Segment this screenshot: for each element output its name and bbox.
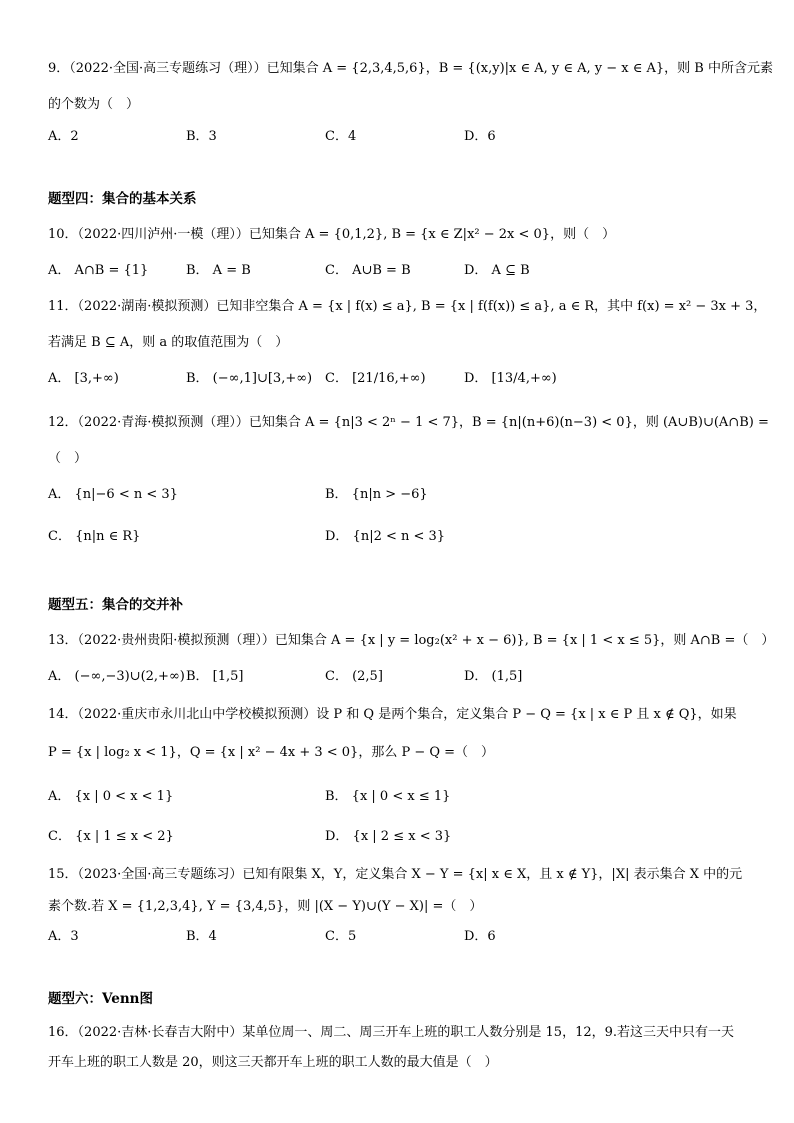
question-14-line-1: 14．（2022·重庆市永川北山中学校模拟预测）设 P 和 Q 是两个集合，定义集合 P − Q = {x | x ∈ P 且 x ∉ Q}，如果 [48,707,737,722]
question-14-option-c: C． {x | 1 ≤ x < 2} [48,829,174,844]
question-13-option-d: D． (1,5] [464,669,523,684]
question-13-option-b: B． [1,5] [186,669,244,684]
question-13-option-c: C． (2,5] [325,669,383,684]
question-14-line-2: P = {x | log₂ x < 1}，Q = {x | x² − 4x + 3 < 0}，那么 P − Q =（ ） [48,745,495,760]
question-16-line-2: 开车上班的职工人数是 20，则这三天都开车上班的职工人数的最大值是（ ） [48,1055,498,1070]
question-10-option-c: C． A∪B = B [325,263,411,278]
question-15-option-c: C．5 [325,929,357,944]
question-13-line-1: 13．（2022·贵州贵阳·模拟预测（理））已知集合 A = {x | y = log₂(x² + x − 6)}, B = {x | 1 < x ≤ 5}，则 A∩B =（ ） [48,633,775,648]
question-10-line-1: 10．（2022·四川泸州·一模（理））已知集合 A = {0,1,2}, B = {x ∈ Z|x² − 2x < 0}，则（ ） [48,227,616,242]
question-14-option-a: A． {x | 0 < x < 1} [48,789,174,804]
question-10-option-a: A． A∩B = {1} [48,263,149,278]
question-13-option-a: A． (−∞,−3)∪(2,+∞) [48,669,185,684]
question-10-option-d: D． A ⊆ B [464,263,530,278]
question-12-option-c: C． {n|n ∈ R} [48,529,141,544]
question-10-option-b: B． A = B [186,263,251,278]
section-title-6: 题型六：Venn图 [48,991,153,1007]
question-12-line-2: （ ） [48,451,88,466]
question-9-option-a: A．2 [48,129,79,144]
question-9-line-2: 的个数为（ ） [48,97,140,112]
question-15-option-a: A．3 [48,929,79,944]
question-12-option-b: B． {n|n > −6} [325,487,428,502]
question-9-option-b: B．3 [186,129,217,144]
question-15-option-d: D．6 [464,929,496,944]
question-15-line-2: 素个数.若 X = {1,2,3,4}, Y = {3,4,5}，则 |(X − Y)∪(Y − X)| =（ ） [48,899,483,914]
question-11-option-d: D． [13/4,+∞) [464,371,557,386]
question-11-option-a: A． [3,+∞) [48,371,119,386]
question-11-option-c: C． [21/16,+∞) [325,371,426,386]
question-11-line-2: 若满足 B ⊆ A，则 a 的取值范围为（ ） [48,335,289,350]
question-15-option-b: B．4 [186,929,217,944]
question-15-line-1: 15．（2023·全国·高三专题练习）已知有限集 X，Y，定义集合 X − Y = {x| x ∈ X，且 x ∉ Y}，|X| 表示集合 X 中的元 [48,867,743,882]
section-title-5: 题型五：集合的交并补 [48,597,183,613]
question-12-option-a: A． {n|−6 < n < 3} [48,487,178,502]
question-14-option-d: D． {x | 2 ≤ x < 3} [325,829,452,844]
question-12-option-d: D． {n|2 < n < 3} [325,529,446,544]
question-9-option-c: C．4 [325,129,357,144]
section-title-4: 题型四：集合的基本关系 [48,191,197,207]
question-16-line-1: 16．（2022·吉林·长春吉大附中）某单位周一、周二、周三开车上班的职工人数分别是 15，12，9.若这三天中只有一天 [48,1025,735,1040]
question-11-line-1: 11．（2022·湖南·模拟预测）已知非空集合 A = {x | f(x) ≤ a}, B = {x | f(f(x)) ≤ a}, a ∈ R，其中 f(x) = x² − 3x + 3， [48,299,767,314]
question-11-option-b: B． (−∞,1]∪[3,+∞) [186,371,313,386]
question-9-option-d: D．6 [464,129,496,144]
question-12-line-1: 12．（2022·青海·模拟预测（理））已知集合 A = {n|3 < 2ⁿ − 1 < 7}，B = {n|(n+6)(n−3) < 0}，则 (A∪B)∪(A∩B) = [48,415,769,430]
question-14-option-b: B． {x | 0 < x ≤ 1} [325,789,451,804]
question-9-line-1: 9．（2022·全国·高三专题练习（理））已知集合 A = {2,3,4,5,6}，B = {(x,y)|x ∈ A, y ∈ A, y − x ∈ A}，则 B 中所含元素 [48,61,773,76]
